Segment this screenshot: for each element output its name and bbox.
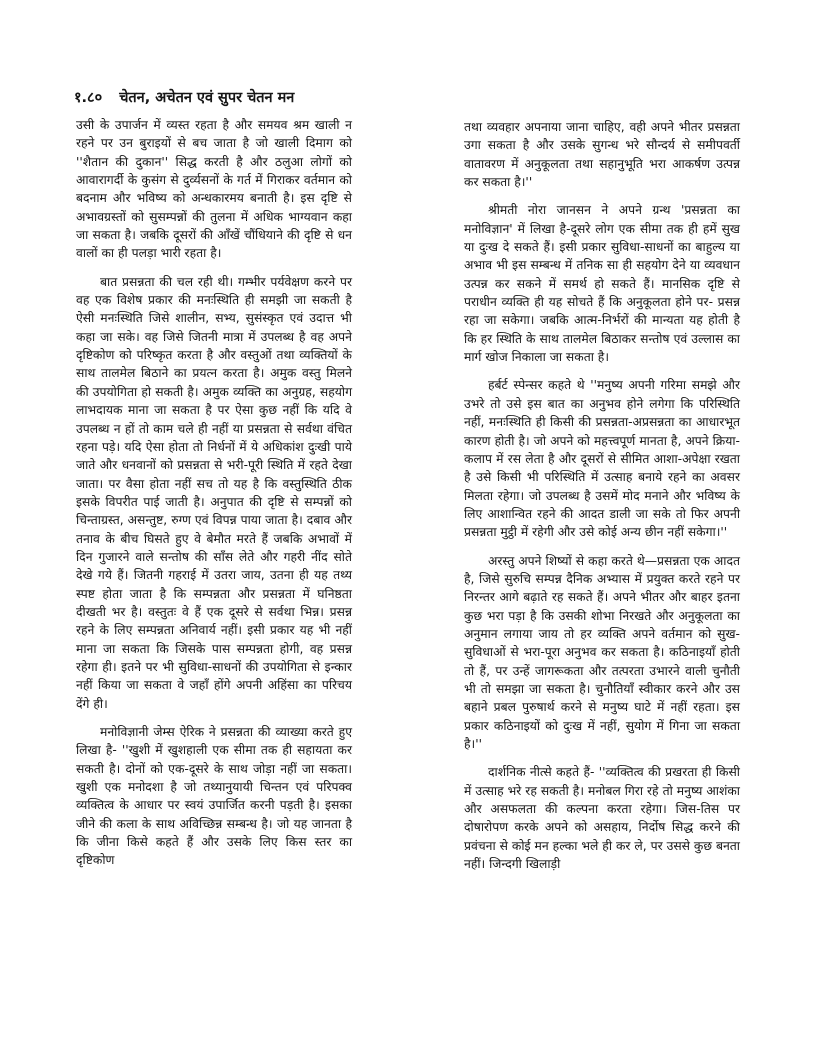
paragraph: उसी के उपार्जन में व्यस्त रहता है और समयव श्रम खाली न रहने पर उन बुराइयों से बच जाता है जो खाली दिमाग को ''शैतान की दुकान'' सिद्ध करती है और ठलुआ लोगों को आवारागर्दी के कुसंग से दुर्व्यसनों के गर्त में गिराकर वर्तमान को बदनाम और भविष्य को अन्धकारमय बनाती है। इस दृष्टि से अभावग्रस्तों को सुसम्पन्नों की तुलना में अधिक भाग्यवान कहा जा सकता है। जबकि दूसरों की आँखें चौंधियाने की दृष्टि से धन वालों का ही पलड़ा भारी रहता है। — [76, 118, 352, 261]
paragraph: हर्बर्ट स्पेन्सर कहते थे ''मनुष्य अपनी गरिमा समझे और उभरे तो उसे इस बात का अनुभव होने लगेगा कि परिस्थिति नहीं, मनःस्थिति ही किसी की प्रसन्नता-अप्रसन्नता का आधारभूत कारण होती है। जो अपने को महत्त्वपूर्ण मानता है, अपने क्रिया-कलाप में रस लेता है और दूसरों से सीमित आशा-अपेक्षा रखता है उसे किसी भी परिस्थिति में उत्साह बनाये रहने का अवसर मिलता रहेगा। जो उपलब्ध है उसमें मोद मनाने और भविष्य के लिए आशान्वित रहने की आदत डाली जा सके तो फिर अपनी प्रसन्नता मुट्ठी में रहेगी और उसे कोई अन्य छीन नहीं सकेगा।'' — [464, 378, 740, 540]
paragraph: अरस्तु अपने शिष्यों से कहा करते थे—प्रसन्नता एक आदत है, जिसे सुरुचि सम्पन्न दैनिक अभ्यास में प्रयुक्त करते रहने पर निरन्तर आगे बढ़ाते रह सकते हैं। अपने भीतर और बाहर इतना कुछ भरा पड़ा है कि उसकी शोभा निरखते और अनुकूलता का अनुमान लगाया जाय तो हर व्यक्ति अपने वर्तमान को सुख-सुविधाओं से भरा-पूरा अनुभव कर सकता है। कठिनाइयाँ होती तो हैं, पर उन्हें जागरूकता और तत्परता उभारने वाली चुनौती भी तो समझा जा सकता है। चुनौतियाँ स्वीकार करने और उस बहाने प्रबल पुरुषार्थ करने से मनुष्य घाटे में नहीं रहता। इस प्रकार कठिनाइयों को दुःख में नहीं, सुयोग में गिना जा सकता है।'' — [464, 553, 740, 751]
right-column — [464, 118, 740, 873]
page-number: १.८० — [74, 90, 103, 106]
page-header — [74, 88, 754, 108]
chapter-title: चेतन, अचेतन एवं सुपर चेतन मन — [119, 90, 295, 106]
paragraph: बात प्रसन्नता की चल रही थी। गम्भीर पर्यवेक्षण करने पर वह एक विशेष प्रकार की मनःस्थिति ही समझी जा सकती है ऐसी मनःस्थिति जिसे शालीन, सभ्य, सुसंस्कृत एवं उदात्त भी कहा जा सके। वह जिसे जितनी मात्रा में उपलब्ध है वह अपने दृष्टिकोण को परिष्कृत करता है और वस्तुओं तथा व्यक्तियों के साथ तालमेल बिठाने का प्रयत्न करता है। अमुक वस्तु मिलने की उपयोगिता हो सकती है। अमुक व्यक्ति का अनुग्रह, सहयोग लाभदायक माना जा सकता है पर ऐसा कुछ नहीं कि यदि वे उपलब्ध न हों तो काम चले ही नहीं या प्रसन्नता से सर्वथा वंचित रहना पड़े। यदि ऐसा होता तो निर्धनों में ये अधिकांश दुःखी पाये जाते और धनवानों को प्रसन्नता से भरी-पूरी स्थिति में रहते देखा जाता। पर वैसा होता नहीं सच तो यह है कि वस्तुस्थिति ठीक इसके विपरीत पाई जाती है। अनुपात की दृष्टि से सम्पन्नों को चिन्ताग्रस्त, असन्तुष्ट, रुग्ण एवं विपन्न पाया जाता है। दबाव और तनाव के बीच घिसते हुए वे बेमौत मरते हैं जबकि अभावों में दिन गुजारने वाले सन्तोष की साँस लेते और गहरी नींद सोते देखे गये हैं। जितनी गहराई में उतरा जाय, उतना ही यह तथ्य स्पष्ट होता जाता है कि सम्पन्नता और प्रसन्नता में घनिष्ठता दीखती भर है। वस्तुतः वे हैं एक दूसरे से सर्वथा भिन्न। प्रसन्न रहने के लिए सम्पन्नता अनिवार्य नहीं। इसी प्रकार यह भी नहीं माना जा सकता कि जिसके पास सम्पन्नता होगी, वह प्रसन्न रहेगा ही। इतने पर भी सुविधा-साधनों की उपयोगिता से इन्कार नहीं किया जा सकता वे जहाँ होंगे अपनी अहिंसा का परिचय देंगे ही। — [76, 274, 352, 711]
paragraph: श्रीमती नोरा जानसन ने अपने ग्रन्थ 'प्रसन्नता का मनोविज्ञान' में लिखा है-दूसरे लोग एक सीमा तक ही हमें सुख या दुःख दे सकते हैं। इसी प्रकार सुविधा-साधनों का बाहुल्य या अभाव भी इस सम्बन्ध में तनिक सा ही सहयोग देने या व्यवधान उत्पन्न कर सकने में समर्थ हो सकते हैं। मानसिक दृष्टि से पराधीन व्यक्ति ही यह सोचते हैं कि अनुकूलता होने पर- प्रसन्न रहा जा सकेगा। जबकि आत्म-निर्भरों की मान्यता यह होती है कि हर स्थिति के साथ तालमेल बिठाकर सन्तोष एवं उल्लास का मार्ग खोज निकाला जा सकता है। — [464, 203, 740, 365]
paragraph: तथा व्यवहार अपनाया जाना चाहिए, वही अपने भीतर प्रसन्नता उगा सकता है और उसके सुगन्ध भरे सौन्दर्य से समीपवर्ती वातावरण में अनुकूलता तथा सहानुभूति भरा आकर्षण उत्पन्न कर सकता है।'' — [464, 120, 740, 190]
paragraph: दार्शनिक नीत्से कहते हैं- ''व्यक्तित्व की प्रखरता ही किसी में उत्साह भरे रह सकती है। मनोबल गिरा रहे तो मनुष्य आशंका और असफलता की कल्पना करता रहेगा। जिस-तिस पर दोषारोपण करके अपने को असहाय, निर्दोष सिद्ध करने की प्रवंचना से कोई मन हल्का भले ही कर ले, पर उससे कुछ बनता नहीं। जिन्दगी खिलाड़ी — [464, 765, 740, 872]
paragraph: मनोविज्ञानी जेम्स ऐरिक ने प्रसन्नता की व्याख्या करते हुए लिखा है- ''खुशी में खुशहाली एक सीमा तक ही सहायता कर सकती है। दोनों को एक-दूसरे के साथ जोड़ा नहीं जा सकता। खुशी एक मनोदशा है जो तथ्यानुयायी चिन्तन एवं परिपक्व व्यक्तित्व के आधार पर स्वयं उपार्जित करनी पड़ती है। इसका जीने की कला के साथ अविच्छिन्न सम्बन्ध है। जो यह जानता है कि जीना किसे कहते हैं और उसके लिए किस स्तर का दृष्टिकोण — [76, 725, 352, 868]
left-column — [76, 116, 352, 870]
